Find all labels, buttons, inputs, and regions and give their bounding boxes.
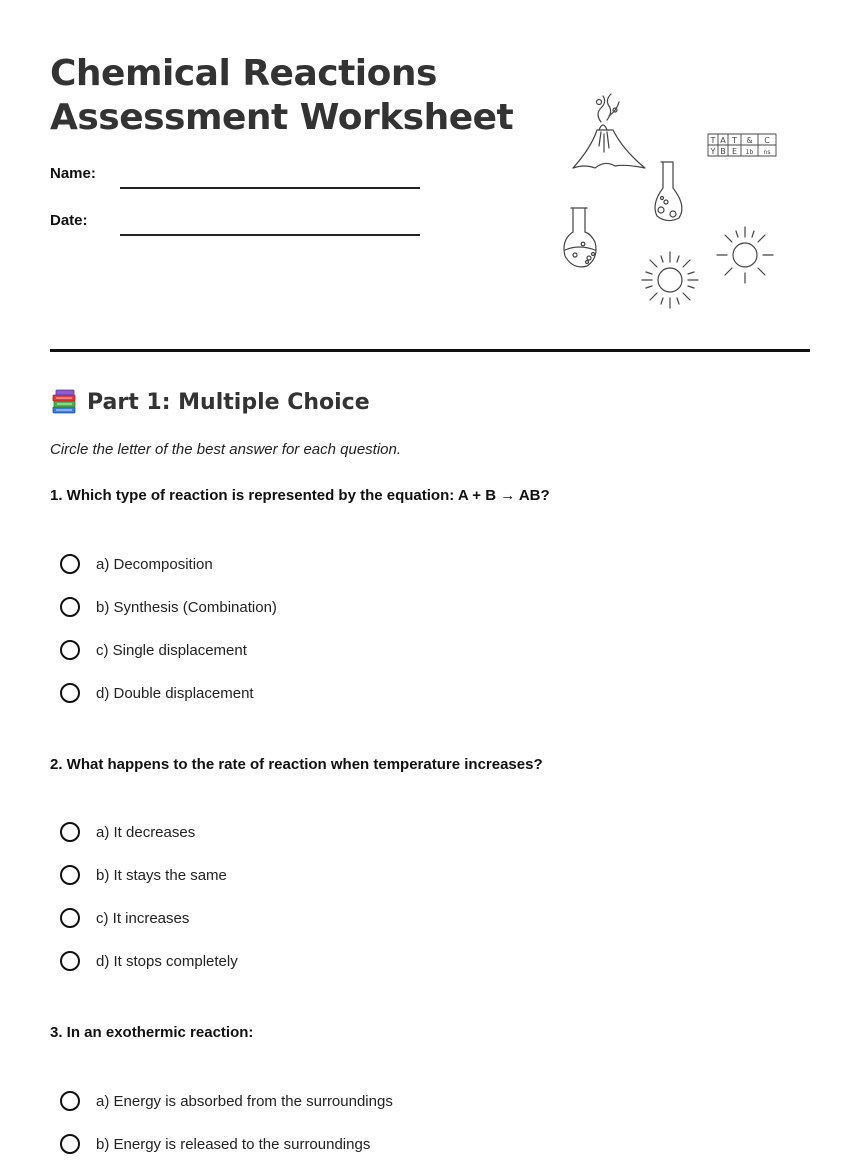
date-field[interactable] <box>120 234 420 236</box>
option-label: a) Decomposition <box>96 555 213 573</box>
question-1: 1. Which type of reaction is represented by the equation: A + B → AB? <box>50 487 550 504</box>
science-illustration <box>555 90 795 315</box>
radio-circle[interactable] <box>60 640 80 660</box>
option-2a[interactable] <box>60 819 195 845</box>
option-label: b) It stays the same <box>96 866 227 884</box>
option-label: a) It decreases <box>96 823 196 841</box>
header-divider <box>50 349 810 352</box>
tile-letter: T <box>732 136 737 145</box>
radio-circle[interactable] <box>60 908 80 928</box>
question-2: 2. What happens to the rate of reaction when temperature increases? <box>50 756 543 773</box>
option-3b[interactable] <box>60 1131 370 1157</box>
option-1c[interactable] <box>60 637 247 663</box>
option-label: a) Energy is absorbed from the surroundings <box>96 1092 393 1110</box>
instructions-text: Circle the letter of the best answer for each question. <box>50 441 402 458</box>
radio-circle[interactable] <box>60 951 80 971</box>
tile-letter: Y <box>710 147 716 156</box>
sun-icon <box>717 227 773 283</box>
volcano-icon <box>573 94 645 168</box>
radio-circle[interactable] <box>60 1134 80 1154</box>
radio-circle[interactable] <box>60 597 80 617</box>
books-icon <box>50 388 78 416</box>
option-label: c) Single displacement <box>96 641 247 659</box>
option-2c[interactable] <box>60 905 189 931</box>
option-2d[interactable] <box>60 948 238 974</box>
flask-icon <box>564 208 596 267</box>
tile-letter: & <box>746 136 753 145</box>
tile-letter: 1b <box>745 149 754 156</box>
periodic-tiles-icon <box>708 134 776 156</box>
option-label: b) Synthesis (Combination) <box>96 598 277 616</box>
option-label: b) Energy is released to the surroundings <box>96 1135 371 1153</box>
name-label: Name: <box>50 165 96 182</box>
option-1b[interactable] <box>60 594 277 620</box>
title-line-2: Assessment Worksheet <box>50 97 514 138</box>
name-field[interactable] <box>120 187 420 189</box>
option-3a[interactable] <box>60 1088 393 1114</box>
sun-icon <box>642 252 698 308</box>
option-label: d) Double displacement <box>96 684 254 702</box>
radio-circle[interactable] <box>60 822 80 842</box>
option-label: d) It stops completely <box>96 952 238 970</box>
option-1d[interactable] <box>60 680 254 706</box>
tile-letter: E <box>731 147 738 156</box>
tile-letter: ns <box>763 149 771 156</box>
date-label: Date: <box>50 212 88 229</box>
title-line-1: Chemical Reactions <box>50 53 437 94</box>
page-title <box>50 52 513 140</box>
option-1a[interactable] <box>60 551 213 577</box>
option-2b[interactable] <box>60 862 227 888</box>
section-heading <box>50 388 370 416</box>
tile-letter: T <box>710 136 716 145</box>
flask-icon <box>655 162 682 221</box>
radio-circle[interactable] <box>60 865 80 885</box>
option-label: c) It increases <box>96 909 190 927</box>
tile-letter: A <box>720 136 726 145</box>
section-title: Part 1: Multiple Choice <box>87 389 370 415</box>
radio-circle[interactable] <box>60 1091 80 1111</box>
tile-letter: B <box>720 147 726 156</box>
tile-letter: C <box>764 136 770 145</box>
radio-circle[interactable] <box>60 554 80 574</box>
radio-circle[interactable] <box>60 683 80 703</box>
question-3: 3. In an exothermic reaction: <box>50 1024 254 1041</box>
